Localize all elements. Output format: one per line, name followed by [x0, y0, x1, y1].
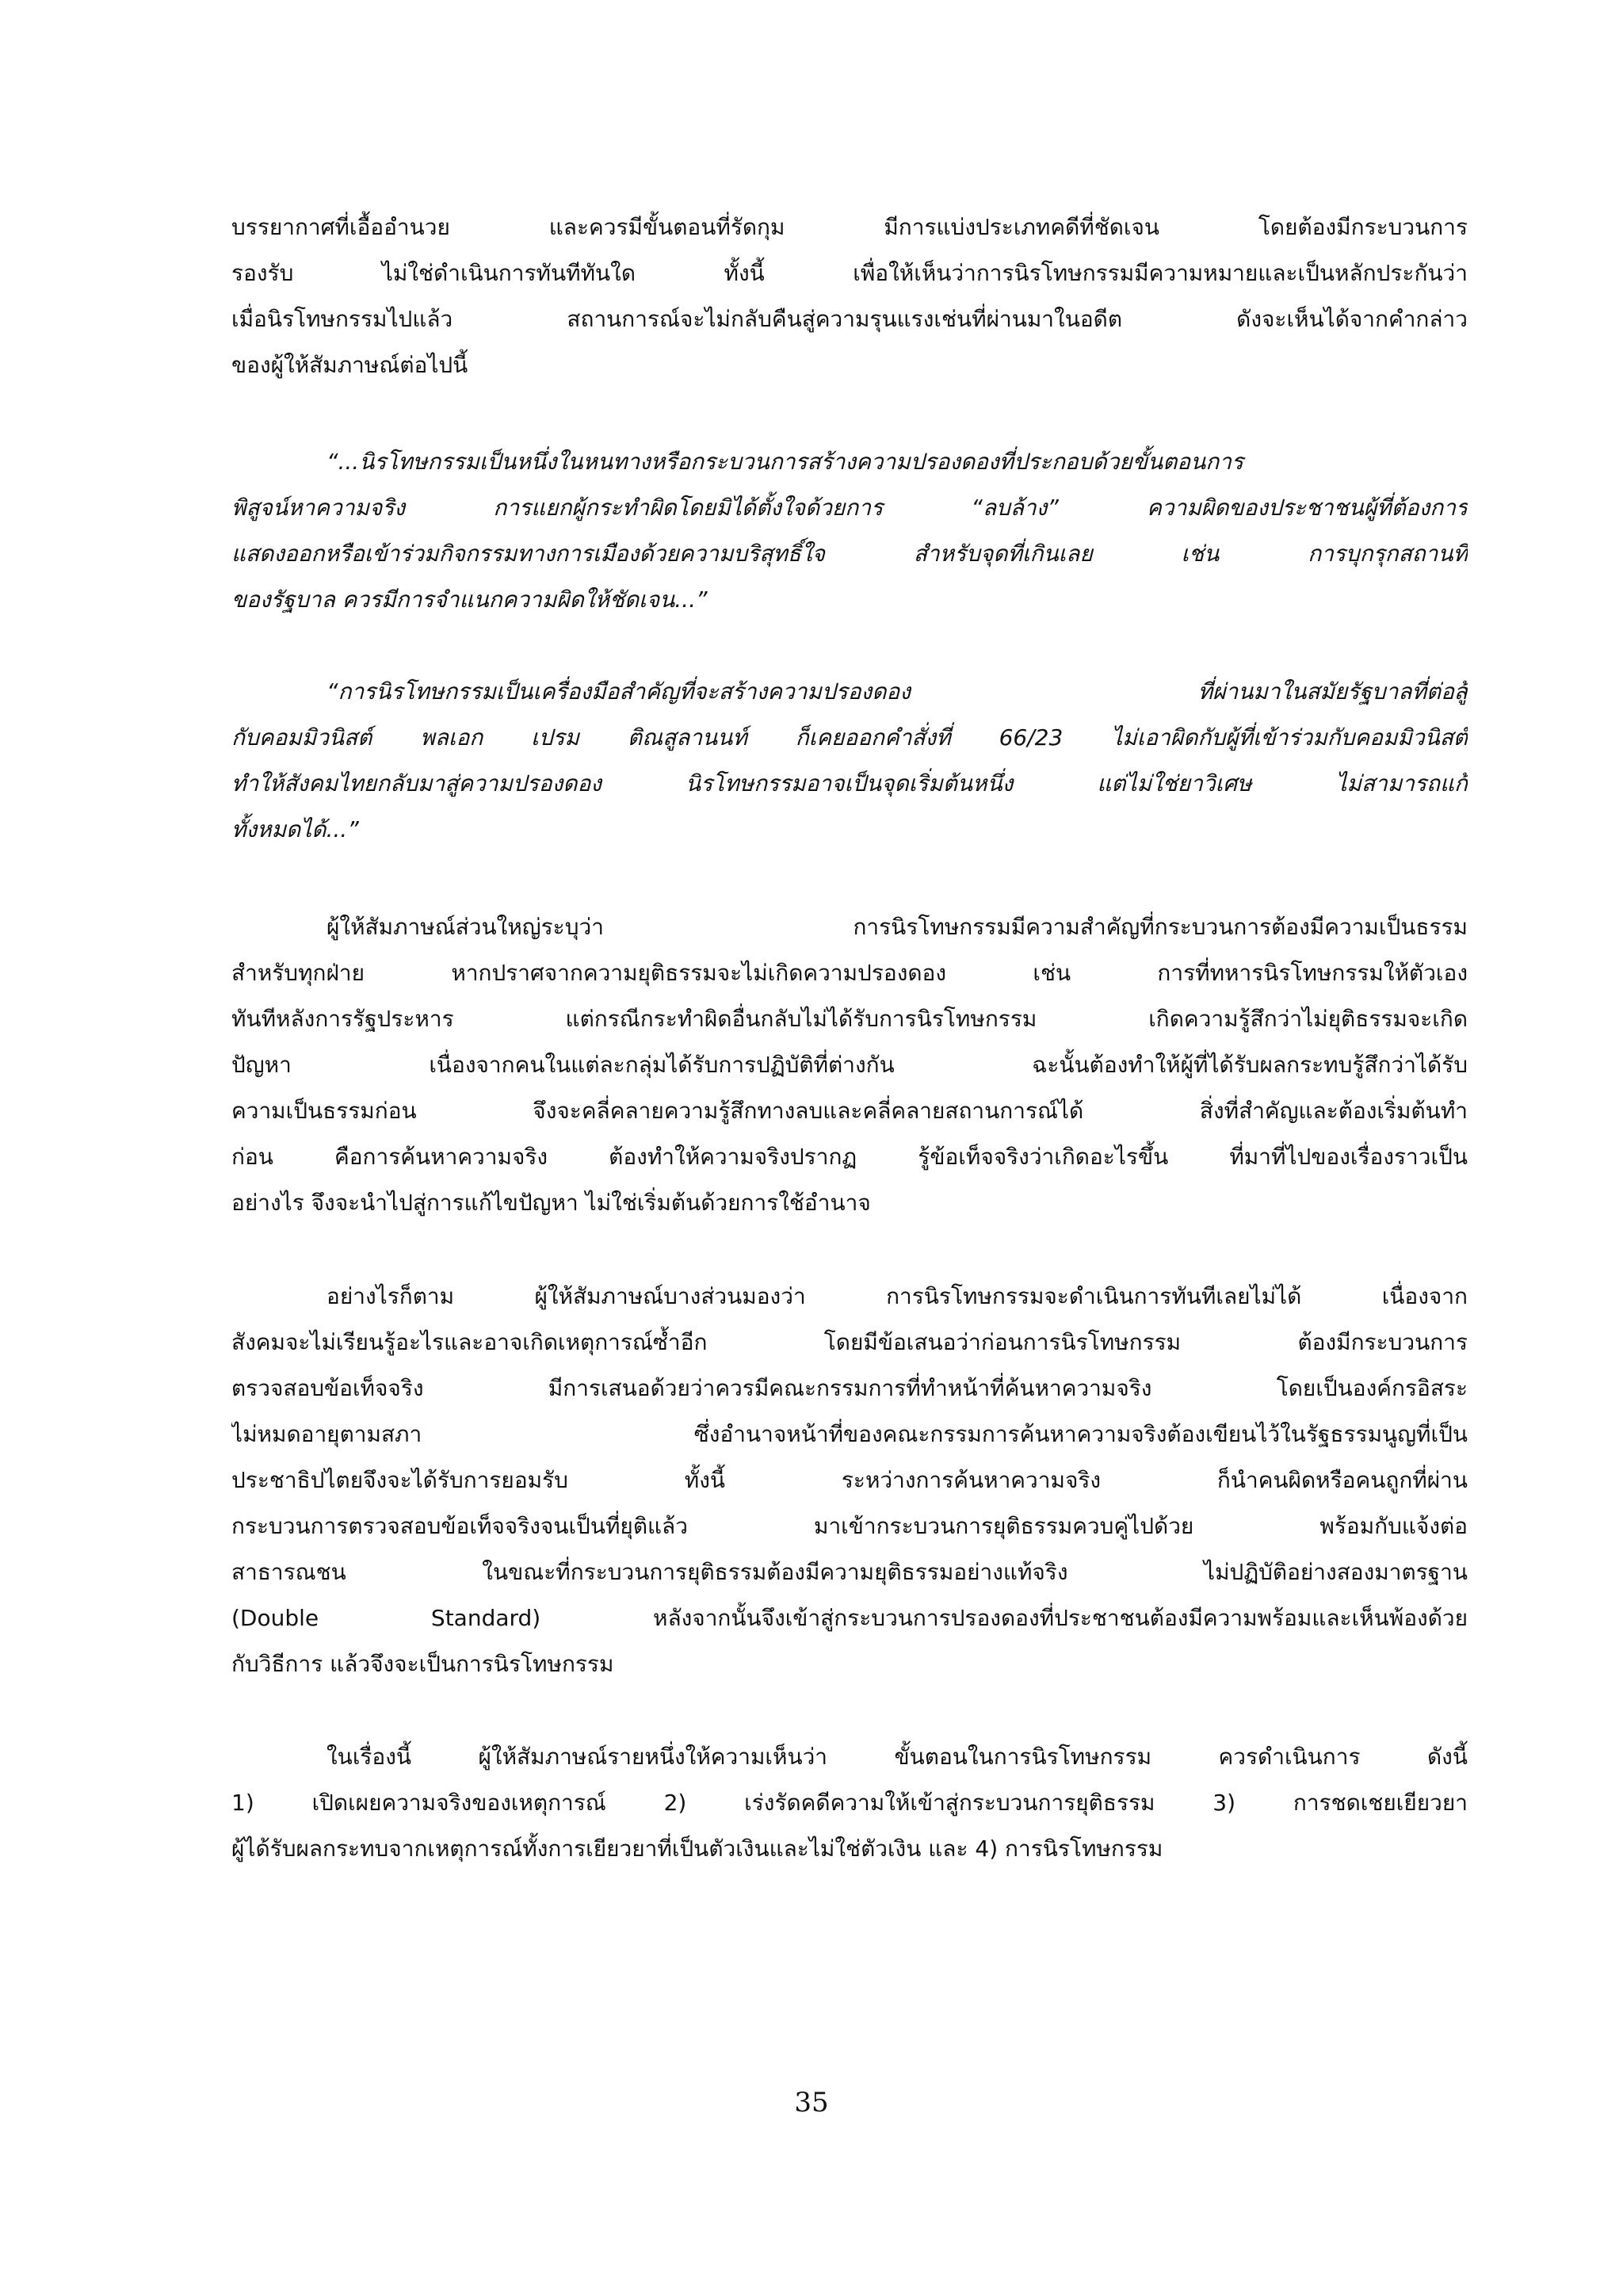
body-text-line: ในเรื่องนี้ ผู้ให้สัมภาษณ์รายหนึ่งให้ความเห็นว่า ขั้นตอนในการนิรโทษกรรม ควรดำเนินการ ดังนี้: [327, 1744, 1468, 1770]
body-text-line: เมื่อนิรโทษกรรมไปแล้ว สถานการณ์จะไม่กลับคืนสู่ความรุนแรงเช่นที่ผ่านมาในอดีต ดังจะเห็นได้จากคำกล่าว: [231, 306, 1468, 332]
quote-text-line: “...นิรโทษกรรมเป็นหนึ่งในหนทางหรือกระบวนการสร้างความปรองดองที่ประกอบด้วยขั้นตอนการ: [327, 449, 1243, 475]
page-number: 35: [794, 2087, 829, 2118]
body-text-line: 1) เปิดเผยความจริงของเหตุการณ์ 2) เร่งรัดคดีความให้เข้าสู่กระบวนการยุติธรรม 3) การชดเชยเยียวยา: [231, 1790, 1468, 1816]
quote-text-line: พิสูจน์หาความจริง การแยกผู้กระทำผิดโดยมิได้ตั้งใจด้วยการ “ลบล้าง” ความผิดของประชาชนผู้ที่ต้องการ: [231, 495, 1468, 521]
body-text-line: สาธารณชน ในขณะที่กระบวนการยุติธรรมต้องมีความยุติธรรมอย่างแท้จริง ไม่ปฏิบัติอย่างสองมาตรฐาน: [231, 1559, 1468, 1585]
body-text-line: กระบวนการตรวจสอบข้อเท็จจริงจนเป็นที่ยุติแล้ว มาเข้ากระบวนการยุติธรรมควบคู่ไปด้วย พร้อมกับแจ้งต่อ: [231, 1513, 1468, 1539]
quote-text-line: แสดงออกหรือเข้าร่วมกิจกรรมทางการเมืองด้วยความบริสุทธิ์ใจ สำหรับจุดที่เกินเลย เช่น การบุกรุกสถานที่: [231, 541, 1468, 567]
body-text-line: ของผู้ให้สัมภาษณ์ต่อไปนี้: [231, 352, 468, 378]
body-text-line: ปัญหา เนื่องจากคนในแต่ละกลุ่มได้รับการปฏิบัติที่ต่างกัน ฉะนั้นต้องทำให้ผู้ที่ได้รับผลกระทบรู้สึกว่าได้รับ: [231, 1052, 1468, 1078]
body-text-line: ก่อน คือการค้นหาความจริง ต้องทำให้ความจริงปรากฏ รู้ข้อเท็จจริงว่าเกิดอะไรขึ้น ที่มาที่ไปของเรื่องราวเป็น: [231, 1144, 1468, 1170]
body-text-line: สังคมจะไม่เรียนรู้อะไรและอาจเกิดเหตุการณ์ซ้ำอีก โดยมีข้อเสนอว่าก่อนการนิรโทษกรรม ต้องมีกระบวนการ: [231, 1329, 1468, 1355]
body-text-line: อย่างไรก็ตาม ผู้ให้สัมภาษณ์บางส่วนมองว่า การนิรโทษกรรมจะดำเนินการทันทีเลยไม่ได้ เนื่องจาก: [327, 1283, 1468, 1309]
quote-text-line: ทั้งหมดได้...”: [231, 816, 359, 842]
body-text-line: ผู้ได้รับผลกระทบจากเหตุการณ์ทั้งการเยียวยาที่เป็นตัวเงินและไม่ใช่ตัวเงิน และ 4) การนิรโทษกรรม: [231, 1836, 1163, 1862]
quote-text-line: กับคอมมิวนิสต์ พลเอก เปรม ติณสูลานนท์ ก็เคยออกคำสั่งที่ 66/23 ไม่เอาผิดกับผู้ที่เข้าร่วมกับคอมมิวนิสต์: [231, 724, 1468, 751]
body-text-line: ไม่หมดอายุตามสภา ซึ่งอำนาจหน้าที่ของคณะกรรมการค้นหาความจริงต้องเขียนไว้ในรัฐธรรมนูญที่เป็น: [231, 1421, 1468, 1447]
body-text-line: รองรับ ไม่ใช่ดำเนินการทันทีทันใด ทั้งนี้ เพื่อให้เห็นว่าการนิรโทษกรรมมีความหมายและเป็นหลักประกันว่า: [231, 260, 1468, 286]
quote-text-line: ของรัฐบาล ควรมีการจำแนกความผิดให้ชัดเจน...”: [231, 586, 708, 613]
body-text-line: ความเป็นธรรมก่อน จึงจะคลี่คลายความรู้สึกทางลบและคลี่คลายสถานการณ์ได้ สิ่งที่สำคัญและต้องเริ่มต้นทำ: [231, 1098, 1468, 1124]
body-text-line: ตรวจสอบข้อเท็จจริง มีการเสนอด้วยว่าควรมีคณะกรรมการที่ทำหน้าที่ค้นหาความจริง โดยเป็นองค์กรอิสระ: [231, 1375, 1468, 1401]
body-text-line: ทันทีหลังการรัฐประหาร แต่กรณีกระทำผิดอื่นกลับไม่ได้รับการนิรโทษกรรม เกิดความรู้สึกว่าไม่ยุติธรรมจะเกิด: [231, 1006, 1468, 1032]
quote-text-line: “การนิรโทษกรรมเป็นเครื่องมือสำคัญที่จะสร้างความปรองดอง ที่ผ่านมาในสมัยรัฐบาลที่ต่อสู้: [327, 678, 1468, 705]
body-text-line: สำหรับทุกฝ่าย หากปราศจากความยุติธรรมจะไม่เกิดความปรองดอง เช่น การที่ทหารนิรโทษกรรมให้ตัวเอง: [231, 960, 1468, 986]
body-text-line: บรรยากาศที่เอื้ออำนวย และควรมีขั้นตอนที่รัดกุม มีการแบ่งประเภทคดีที่ชัดเจน โดยต้องมีกระบวนการ: [231, 214, 1468, 240]
body-text-line: กับวิธีการ แล้วจึงจะเป็นการนิรโทษกรรม: [231, 1651, 614, 1677]
body-text-line: อย่างไร จึงจะนำไปสู่การแก้ไขปัญหา ไม่ใช่เริ่มต้นด้วยการใช้อำนาจ: [231, 1190, 871, 1216]
body-text-line: ผู้ให้สัมภาษณ์ส่วนใหญ่ระบุว่า การนิรโทษกรรมมีความสำคัญที่กระบวนการต้องมีความเป็นธรรม: [327, 914, 1468, 940]
body-text-line: ประชาธิปไตยจึงจะได้รับการยอมรับ ทั้งนี้ ระหว่างการค้นหาความจริง ก็นำคนผิดหรือคนถูกที่ผ่าน: [231, 1467, 1468, 1493]
quote-text-line: ทำให้สังคมไทยกลับมาสู่ความปรองดอง นิรโทษกรรมอาจเป็นจุดเริ่มต้นหนึ่ง แต่ไม่ใช่ยาวิเศษ ไม่สามารถแก้: [231, 770, 1468, 797]
body-text-line: (Double Standard) หลังจากนั้นจึงเข้าสู่กระบวนการปรองดองที่ประชาชนต้องมีความพร้อมและเห็นพ้องด้วย: [231, 1605, 1468, 1631]
